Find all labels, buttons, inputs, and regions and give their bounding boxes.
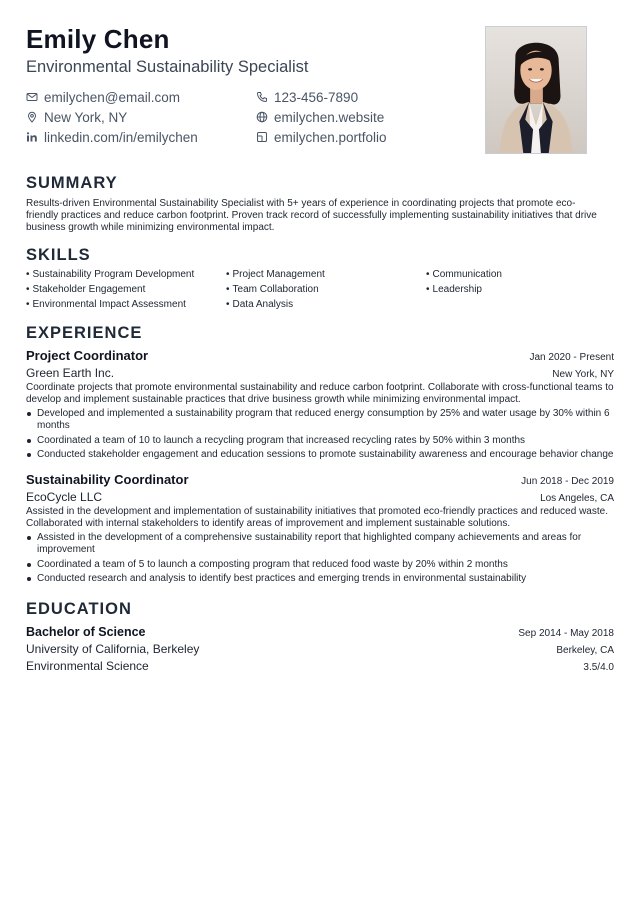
summary-text: Results-driven Environmental Sustainability Specialist with 5+ years of experience in coordinating projects that promote eco-friendly practices and reduce carbon footprint. Proven track record of successfully implementing sustainability initiatives that drive business growth while minimizing environmental impact. bbox=[26, 198, 597, 233]
job-company: EcoCycle LLC bbox=[26, 490, 103, 504]
skills-list bbox=[26, 269, 616, 311]
job-entry bbox=[26, 348, 614, 464]
job-dates: Jun 2018 - Dec 2019 bbox=[521, 476, 614, 487]
job-achievements bbox=[26, 408, 614, 461]
experience-heading: EXPERIENCE bbox=[26, 324, 143, 342]
contact-email-text: emilychen@email.com bbox=[44, 89, 180, 105]
skills-heading: SKILLS bbox=[26, 246, 91, 264]
contact-location-text: New York, NY bbox=[44, 109, 128, 125]
contact-phone-text: 123-456-7890 bbox=[274, 89, 359, 105]
skill-item: • Sustainability Program Development bbox=[26, 269, 226, 281]
summary-heading: SUMMARY bbox=[26, 174, 118, 192]
contact-website[interactable] bbox=[256, 108, 466, 126]
achievement-item: Developed and implemented a sustainability program that reduced energy consumption by 25% and water usage by 30% within 6 months bbox=[26, 408, 614, 432]
edu-gpa: 3.5/4.0 bbox=[583, 662, 614, 673]
edu-school: University of California, Berkeley bbox=[26, 642, 200, 656]
job-role: Sustainability Coordinator bbox=[26, 472, 189, 487]
skill-item: • Stakeholder Engagement bbox=[26, 284, 226, 296]
job-description: Coordinate projects that promote environmental sustainability and reduce carbon footprint. Collaborate with cross-functional teams to develop and implement sustainable practices that drive business growth while minimizing environmental impact. bbox=[26, 382, 614, 405]
education-entry bbox=[26, 625, 614, 673]
contact-portfolio[interactable] bbox=[256, 128, 466, 146]
achievement-item: Conducted research and analysis to identify best practices and emerging trends in environmental sustainability bbox=[26, 573, 614, 585]
contact-phone[interactable] bbox=[256, 88, 466, 106]
job-location: New York, NY bbox=[552, 369, 614, 380]
edu-degree: Bachelor of Science bbox=[26, 625, 146, 639]
job-description: Assisted in the development and implementation of sustainability initiatives that promoted eco-friendly practices and reduced waste. Collaborated with internal stakeholders to identify areas of improvement and implement sustainable solutions. bbox=[26, 506, 608, 529]
job-entry bbox=[26, 472, 614, 588]
job-company: Green Earth Inc. bbox=[26, 366, 115, 380]
skill-item: • Communication bbox=[426, 269, 616, 281]
achievement-item: Conducted stakeholder engagement and education sessions to promote sustainability awareness and encourage behavior change bbox=[26, 449, 614, 461]
contact-website-text: emilychen.website bbox=[274, 109, 385, 125]
contact-email[interactable] bbox=[26, 88, 256, 106]
linkedin-icon bbox=[26, 131, 38, 143]
edu-location: Berkeley, CA bbox=[556, 645, 614, 656]
job-role: Project Coordinator bbox=[26, 348, 149, 363]
skill-item: • Team Collaboration bbox=[226, 284, 426, 296]
email-icon bbox=[26, 91, 38, 103]
portfolio-icon bbox=[256, 131, 268, 143]
profile-photo bbox=[485, 26, 587, 154]
achievement-item: Coordinated a team of 10 to launch a recycling program that increased recycling rates by 50% within 3 months bbox=[26, 435, 614, 447]
resume-header bbox=[26, 0, 614, 160]
location-icon bbox=[26, 111, 38, 123]
skill-item: • Environmental Impact Assessment bbox=[26, 299, 226, 311]
contact-linkedin-text: linkedin.com/in/emilychen bbox=[44, 129, 198, 145]
achievement-item: Assisted in the development of a comprehensive sustainability report that highlighted company achievements and areas for improvement bbox=[26, 532, 614, 556]
job-dates: Jan 2020 - Present bbox=[529, 352, 614, 363]
skill-item: • Project Management bbox=[226, 269, 426, 281]
candidate-name: Emily Chen bbox=[26, 24, 170, 54]
candidate-title: Environmental Sustainability Specialist bbox=[26, 58, 309, 76]
contact-portfolio-text: emilychen.portfolio bbox=[274, 129, 387, 145]
skill-item: • Leadership bbox=[426, 284, 616, 296]
contact-linkedin[interactable] bbox=[26, 128, 256, 146]
phone-icon bbox=[256, 91, 268, 103]
contact-list bbox=[26, 88, 466, 146]
job-achievements bbox=[26, 532, 614, 585]
globe-icon bbox=[256, 111, 268, 123]
achievement-item: Coordinated a team of 5 to launch a composting program that reduced food waste by 20% within 2 months bbox=[26, 559, 614, 571]
education-heading: EDUCATION bbox=[26, 600, 132, 618]
edu-dates: Sep 2014 - May 2018 bbox=[518, 628, 614, 639]
edu-field: Environmental Science bbox=[26, 659, 149, 673]
job-location: Los Angeles, CA bbox=[540, 493, 614, 504]
contact-location bbox=[26, 108, 256, 126]
skill-item: • Data Analysis bbox=[226, 299, 426, 311]
